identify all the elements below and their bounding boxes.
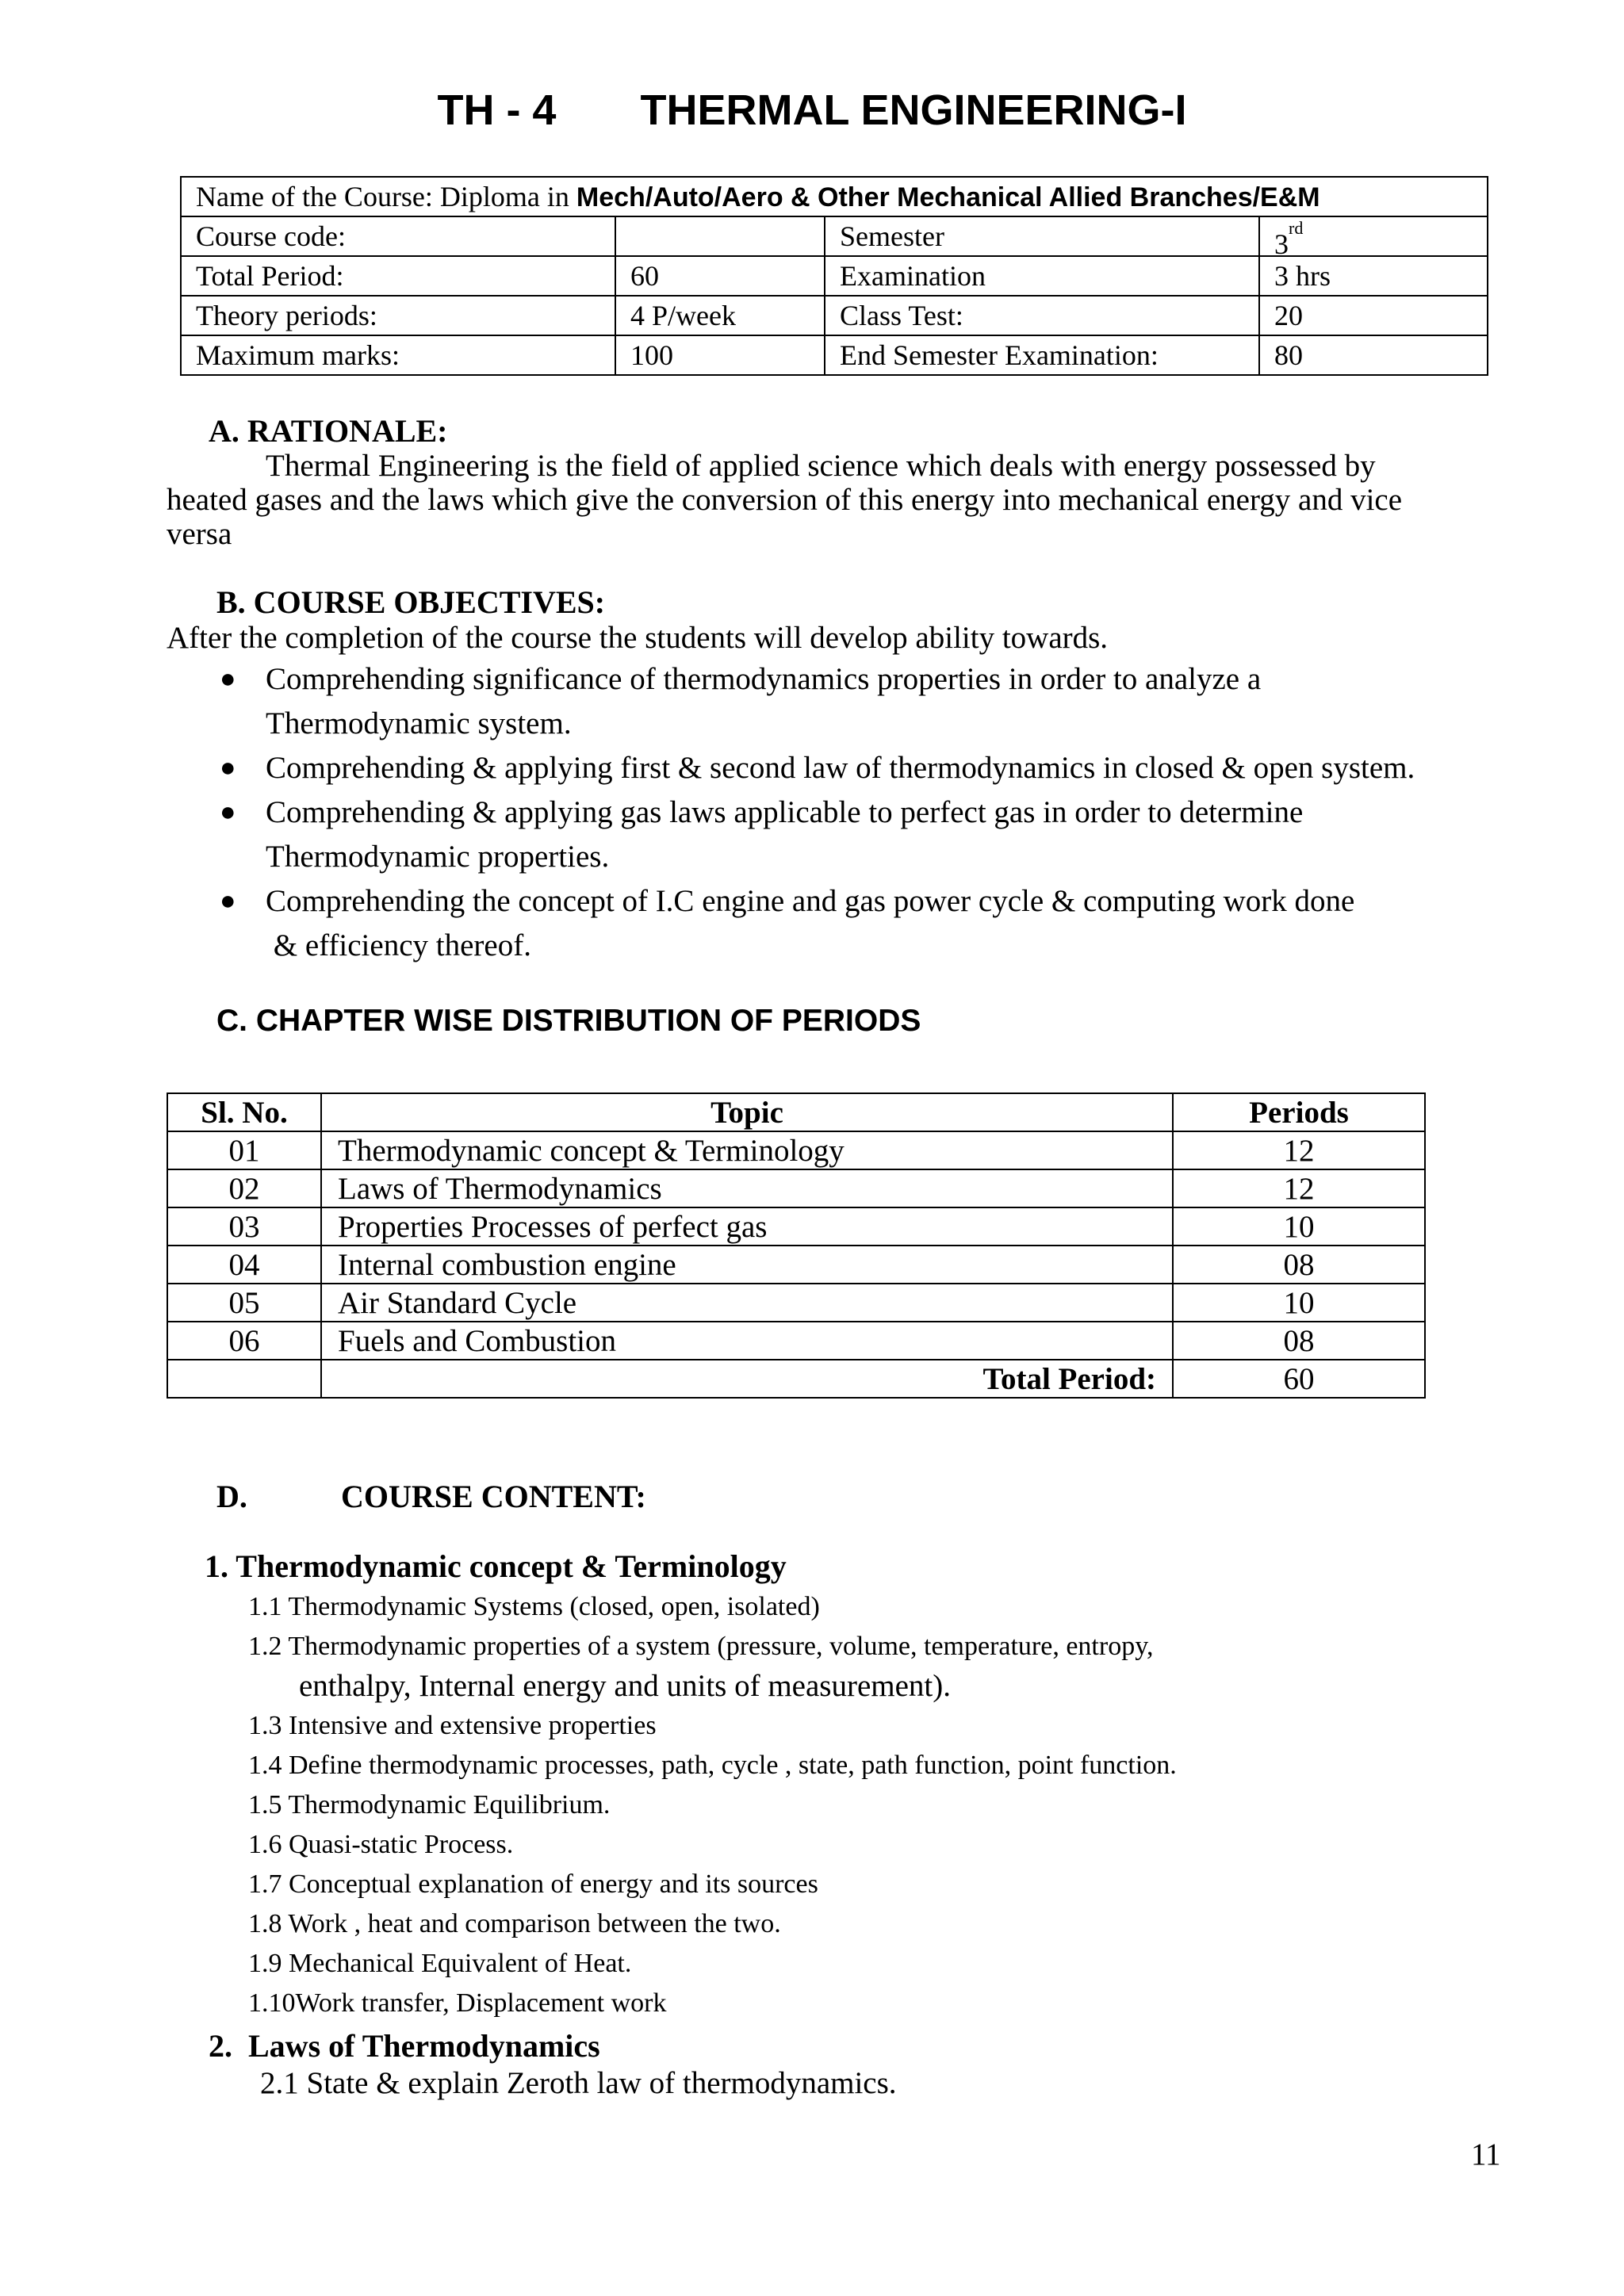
info-label: Theory periods:	[181, 296, 615, 335]
course-title: THERMAL ENGINEERING-I	[640, 86, 1187, 134]
list-item: 1.2 Thermodynamic properties of a system (pressure, volume, temperature, entropy,	[248, 1632, 1154, 1661]
list-item: 1.9 Mechanical Equivalent of Heat.	[248, 1949, 632, 1978]
objective-text: Comprehending & applying gas laws applicable to perfect gas in order to determine	[266, 795, 1304, 829]
objective-text: & efficiency thereof.	[266, 928, 531, 962]
content-heading-letter: D.	[216, 1479, 247, 1514]
column-header: Periods	[1173, 1093, 1425, 1131]
course-name-cell	[181, 177, 1488, 216]
objectives-intro: After the completion of the course the students will develop ability towards.	[167, 621, 1109, 655]
distribution-heading: C. CHAPTER WISE DISTRIBUTION OF PERIODS	[216, 1004, 921, 1038]
periods-cell: 10	[1173, 1207, 1425, 1246]
objective-text: Comprehending significance of thermodynamics properties in order to analyze a	[266, 662, 1262, 696]
list-item: 2.1 State & explain Zeroth law of thermodynamics.	[260, 2066, 897, 2100]
list-item: 1.4 Define thermodynamic processes, path, cycle , state, path function, point function.	[248, 1751, 1177, 1780]
list-item: 1.6 Quasi-static Process.	[248, 1830, 514, 1859]
list-item: 1.5 Thermodynamic Equilibrium.	[248, 1790, 611, 1820]
serial-cell	[167, 1360, 321, 1398]
list-item: 1.3 Intensive and extensive properties	[248, 1711, 657, 1740]
topic-cell: Air Standard Cycle	[321, 1284, 1173, 1322]
topic-cell: Fuels and Combustion	[321, 1322, 1173, 1360]
topic-cell: Laws of Thermodynamics	[321, 1169, 1173, 1207]
info-value: 4 P/week	[615, 296, 825, 335]
course-name-label: Name of the Course: Diploma in	[196, 181, 576, 212]
serial-cell: 02	[167, 1169, 321, 1207]
info-label: End Semester Examination:	[825, 335, 1259, 375]
rationale-line: Thermal Engineering is the field of applied science which deals with energy possessed by	[266, 449, 1376, 483]
serial-cell: 04	[167, 1246, 321, 1284]
course-branch: Mech/Auto/Aero & Other Mechanical Allied Branches/E&M	[576, 182, 1320, 212]
table-row	[167, 1284, 1425, 1322]
total-value: 60	[1173, 1360, 1425, 1398]
topic-cell: Internal combustion engine	[321, 1246, 1173, 1284]
info-value: 3 hrs	[1259, 256, 1488, 296]
content-heading: COURSE CONTENT:	[341, 1479, 646, 1514]
info-value	[1259, 216, 1488, 260]
table-header-row	[167, 1093, 1425, 1131]
total-label: Total Period:	[321, 1360, 1173, 1398]
list-item	[220, 879, 1534, 968]
info-label: Semester	[825, 216, 1259, 256]
serial-cell: 01	[167, 1131, 321, 1169]
info-label: Class Test:	[825, 296, 1259, 335]
list-item: 1.7 Conceptual explanation of energy and its sources	[248, 1869, 818, 1899]
chapter-2-heading: 2. Laws of Thermodynamics	[209, 2028, 600, 2064]
info-value	[615, 216, 825, 256]
bullet-icon: ●	[220, 753, 236, 783]
info-label: Total Period:	[181, 256, 615, 296]
periods-cell: 12	[1173, 1131, 1425, 1169]
periods-table	[167, 1093, 1426, 1399]
table-row	[167, 1131, 1425, 1169]
semester-suffix: rd	[1289, 218, 1304, 238]
page-number: 11	[1471, 2137, 1501, 2172]
table-row	[167, 1207, 1425, 1246]
chapter-1-items	[248, 1587, 1596, 2023]
list-item: 1.8 Work , heat and comparison between the two.	[248, 1909, 781, 1938]
periods-cell: 08	[1173, 1322, 1425, 1360]
page-title	[0, 86, 1624, 135]
rationale-heading: A. RATIONALE:	[209, 413, 448, 449]
table-row	[167, 1322, 1425, 1360]
list-item: 1.10Work transfer, Displacement work	[248, 1988, 667, 2018]
info-label: Course code:	[181, 216, 615, 256]
info-label: Maximum marks:	[181, 335, 615, 375]
periods-cell: 08	[1173, 1246, 1425, 1284]
bullet-icon: ●	[220, 664, 236, 694]
course-info-table	[180, 176, 1488, 376]
info-value: 80	[1259, 335, 1488, 375]
bullet-icon: ●	[220, 886, 236, 916]
objective-text: Thermodynamic properties.	[266, 840, 610, 874]
table-row	[167, 1246, 1425, 1284]
table-row	[167, 1169, 1425, 1207]
serial-cell: 06	[167, 1322, 321, 1360]
rationale-line: versa	[167, 517, 232, 551]
periods-cell: 12	[1173, 1169, 1425, 1207]
info-value: 20	[1259, 296, 1488, 335]
info-label: Examination	[825, 256, 1259, 296]
column-header: Topic	[321, 1093, 1173, 1131]
course-code-title: TH - 4	[437, 86, 557, 134]
rationale-line: heated gases and the laws which give the conversion of this energy into mechanical energy and vice	[167, 483, 1403, 517]
info-value: 60	[615, 256, 825, 296]
periods-cell: 10	[1173, 1284, 1425, 1322]
topic-cell: Properties Processes of perfect gas	[321, 1207, 1173, 1246]
table-row	[181, 335, 1488, 375]
list-item: 1.1 Thermodynamic Systems (closed, open, isolated)	[248, 1592, 820, 1621]
bullet-icon: ●	[220, 798, 236, 827]
list-item	[220, 790, 1534, 879]
list-item	[220, 746, 1534, 790]
serial-cell: 03	[167, 1207, 321, 1246]
list-item: enthalpy, Internal energy and units of measurement).	[299, 1669, 951, 1703]
serial-cell: 05	[167, 1284, 321, 1322]
chapter-1-heading: 1. Thermodynamic concept & Terminology	[205, 1548, 787, 1584]
objectives-list	[220, 657, 1534, 968]
objective-text: Comprehending & applying first & second law of thermodynamics in closed & open system.	[266, 751, 1415, 785]
column-header: Sl. No.	[167, 1093, 321, 1131]
list-item	[220, 657, 1534, 746]
table-row	[181, 216, 1488, 256]
objective-text: Thermodynamic system.	[266, 706, 572, 740]
info-value: 100	[615, 335, 825, 375]
table-total-row	[167, 1360, 1425, 1398]
table-row	[181, 296, 1488, 335]
table-row	[181, 177, 1488, 216]
objectives-heading: B. COURSE OBJECTIVES:	[216, 584, 606, 620]
topic-cell: Thermodynamic concept & Terminology	[321, 1131, 1173, 1169]
semester-number: 3	[1274, 228, 1289, 260]
objective-text: Comprehending the concept of I.C engine and gas power cycle & computing work done	[266, 884, 1355, 918]
table-row	[181, 256, 1488, 296]
